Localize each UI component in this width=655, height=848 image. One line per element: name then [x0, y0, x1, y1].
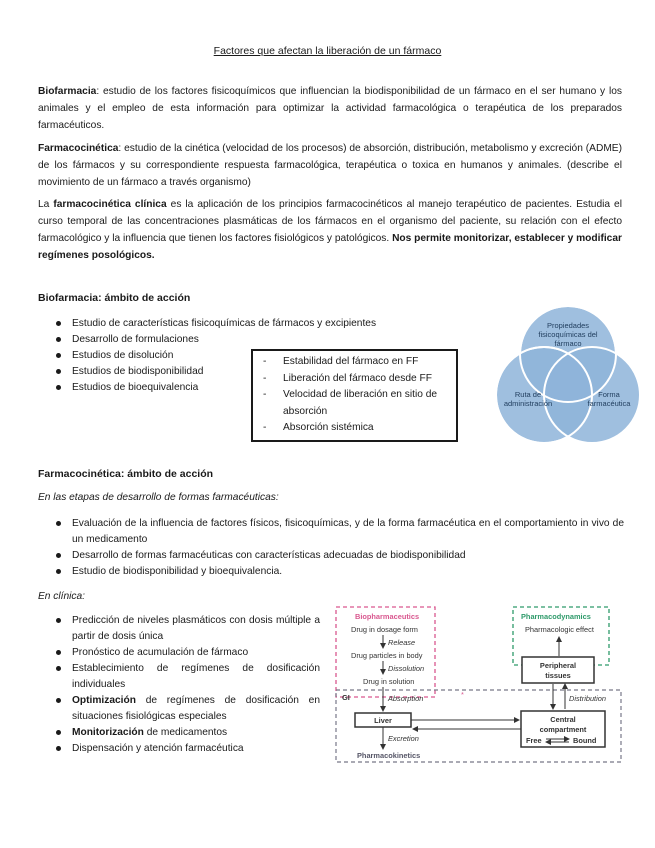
farma-item-clinica	[52, 725, 320, 741]
drug-dosage-label: Drug in dosage form	[351, 625, 418, 634]
dissolution-label: Dissolution	[388, 664, 425, 673]
biopharm-label: Biopharmaceutics	[355, 612, 420, 621]
clinica-item-text: de medicamentos	[143, 727, 228, 738]
bio-box-item: - Absorción sistémica	[261, 420, 450, 437]
farmacocinetica-term: Farmacocinética	[38, 143, 119, 154]
bio-box	[251, 349, 458, 442]
bio-ambito-item: Estudios de biodisponibilidad	[52, 364, 432, 380]
bio-box-list	[261, 354, 450, 437]
biofarmacia-text: : estudio de los factores fisicoquímicos que influencian la biodisponibilidad de un fármaco en el ser humano y los animales y el empleo de esta información para optimizar la actividad farmacológica o terapéutica de los preparados farmacéuticos.	[38, 86, 622, 131]
fc-bold-end: Nos permite monitorizar, establecer y modificar regímenes posológicos.	[38, 233, 622, 261]
pharmacodynamics-label: Pharmacodynamics	[521, 612, 591, 621]
farmacocinetica-text: : estudio de la cinética (velocidad de los procesos) de absorción, distribución, metabolismo y excreción (ADME) de los fármacos y su correspondiente respuesta farmacológica, terapéutica o toxica en humanos y animales. (describe el movimiento de un fármaco a través organismo)	[38, 143, 622, 188]
biofarmacia-definition	[38, 83, 622, 134]
central-label-1: Central	[550, 715, 576, 724]
star-label: *	[461, 690, 464, 699]
peripheral-label-1: Peripheral	[539, 661, 577, 670]
farma-list-2	[52, 613, 320, 757]
fc-term: farmacocinética clínica	[53, 199, 167, 210]
clinica-item-text: Establecimiento de regímenes de dosificación individuales	[72, 663, 320, 690]
farmacocinetica-definition	[38, 140, 622, 191]
farma-item-desarrollo: Desarrollo de formas farmacéuticas con características adecuadas de biodisponibilidad	[52, 548, 624, 564]
drug-solution-label: Drug in solution	[363, 677, 415, 686]
bio-box-item: - Velocidad de liberación en sitio de absorción	[261, 387, 450, 420]
farma-item-desarrollo: Estudio de biodisponibilidad y bioequivalencia.	[52, 564, 624, 580]
farma-item-clinica	[52, 645, 320, 661]
bio-ambito-item: Desarrollo de formulaciones	[52, 332, 432, 348]
venn-left-1: Ruta de	[514, 390, 542, 399]
clinica-item-bold: Optimización	[72, 695, 136, 706]
farma-subhead-2: En clínica:	[38, 591, 85, 602]
farmacocinetica-clinica-definition	[38, 196, 622, 264]
absorption-label: Absorption	[388, 694, 424, 703]
farma-subhead-1: En las etapas de desarrollo de formas farmacéuticas:	[38, 492, 279, 503]
venn-top-1: Propiedades	[546, 321, 590, 330]
gi-label: GI	[342, 693, 350, 702]
bio-box-item: - Liberación del fármaco desde FF	[261, 371, 450, 388]
venn-diagram	[488, 299, 648, 449]
central-label-2: compartment	[539, 725, 587, 734]
pharmacokinetics-label: Pharmacokinetics	[357, 751, 421, 760]
venn-top-3: fármaco	[554, 339, 582, 348]
page-title: Factores que afectan la liberación de un fármaco	[213, 45, 442, 57]
farma-ambito-heading: Farmacocinética: ámbito de acción	[38, 468, 214, 480]
pk-diagram	[333, 605, 625, 765]
clinica-item-text: Predicción de niveles plasmáticos con dosis múltiple a partir de dosis única	[72, 615, 320, 642]
liver-label: Liver	[374, 716, 392, 725]
clinica-item-text: Pronóstico de acumulación de fármaco	[72, 647, 249, 658]
clinica-item-bold: Monitorización	[72, 727, 144, 738]
peripheral-label-2: tissues	[545, 671, 571, 680]
bound-label: Bound	[573, 736, 597, 745]
pharm-effect-label: Pharmacologic effect	[525, 625, 594, 634]
farma-item-clinica	[52, 613, 320, 645]
venn-top-2: fisicoquímicas del	[538, 330, 598, 339]
farma-list-1	[52, 516, 624, 580]
drug-particles-label: Drug particles in body	[351, 651, 423, 660]
bio-ambito-heading: Biofarmacia: ámbito de acción	[38, 292, 191, 304]
venn-right-1: Forma	[598, 390, 620, 399]
bio-ambito-item: Estudio de características fisicoquímicas de fármacos y excipientes	[52, 316, 432, 332]
distribution-label: Distribution	[569, 694, 606, 703]
venn-right-2: farmacéutica	[587, 399, 631, 408]
bio-box-item: - Estabilidad del fármaco en FF	[261, 354, 450, 371]
bio-ambito-item: Estudios de disolución	[52, 348, 432, 364]
clinica-item-text: de regímenes de dosificación en situaciones fisiológicas especiales	[72, 695, 320, 722]
fc-pre: La	[38, 199, 54, 210]
excretion-label: Excretion	[388, 734, 419, 743]
clinica-item-text: Dispensación y atención farmacéutica	[72, 743, 244, 754]
farma-item-clinica	[52, 693, 320, 725]
farma-item-desarrollo: Evaluación de la influencia de factores físicos, fisicoquímicas, y de la forma farmacéutica en el comportamiento in vivo de un medicamento	[52, 516, 624, 548]
release-label: Release	[388, 638, 416, 647]
bio-ambito-item: Estudios de bioequivalencia	[52, 380, 432, 396]
farma-item-clinica	[52, 661, 320, 693]
venn-left-2: administración	[503, 399, 553, 408]
free-label: Free	[526, 736, 542, 745]
fc-text: es la aplicación de los principios farmacocinéticos al manejo terapéutico de pacientes. Estudia el curso temporal de las concentraciones plasmáticas de los fármacos en el organismo del paciente, su relación con el efecto farmacológico y la influencia que tienen los factores fisiológicos y patológicos.	[38, 199, 622, 244]
farma-item-clinica	[52, 741, 320, 757]
biofarmacia-term: Biofarmacia	[38, 86, 97, 97]
